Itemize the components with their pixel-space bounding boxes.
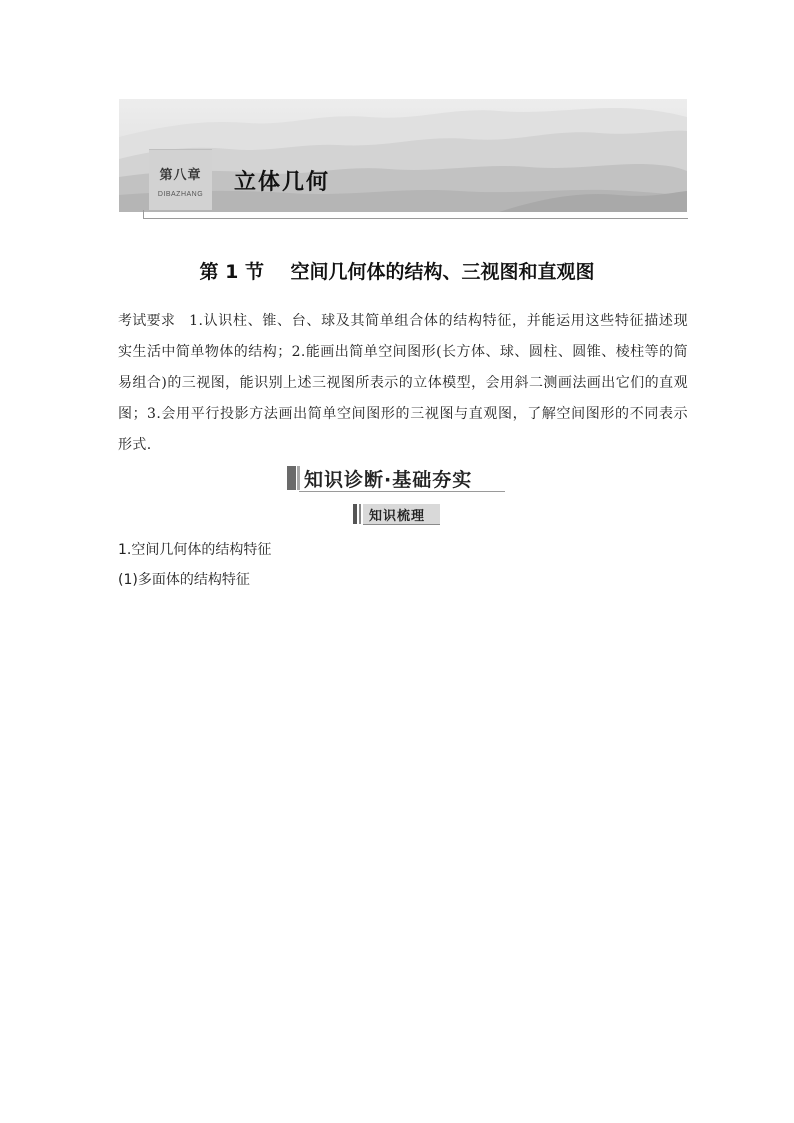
subheading-text: 知识梳理 xyxy=(369,509,426,524)
heading-bar-accent-icon xyxy=(297,466,300,490)
chapter-number-en: DIBAZHANG xyxy=(157,191,204,198)
chapter-title: 立体几何 xyxy=(234,170,331,195)
heading-underline xyxy=(299,491,505,492)
requirements-label: 考试要求 xyxy=(118,313,176,329)
section-title: 第 1 节 空间几何体的结构、三视图和直观图 xyxy=(199,261,595,283)
requirements-text: 1.认识柱、锥、台、球及其简单组合体的结构特征，并能运用这些特征描述现实生活中简单物体的结构；2.能画出简单空间图形(长方体、球、圆柱、圆锥、棱柱等的简易组合)的三视图，能识别上述三视图所表示的立体模型，会用斜二测画法画出它们的直观图；3.会用平行投影方法画出简单空间图形的三视图与直观图，了解空间图形的不同表示形式. xyxy=(118,313,689,453)
content-heading-1: 1.空间几何体的结构特征 xyxy=(118,542,272,558)
exam-requirements xyxy=(118,306,688,461)
subheading-bar-accent-icon xyxy=(359,504,361,524)
chapter-number-box xyxy=(149,149,212,210)
subheading-bar-icon xyxy=(353,504,357,524)
content-heading-2: (1)多面体的结构特征 xyxy=(118,572,250,588)
heading-bar-icon xyxy=(287,466,296,490)
chapter-banner xyxy=(119,99,687,212)
heading-text: 知识诊断·基础夯实 xyxy=(304,469,473,491)
banner-divider xyxy=(143,218,688,219)
banner-divider-tick xyxy=(143,210,144,219)
knowledge-review-subheading xyxy=(353,503,440,525)
knowledge-diagnosis-heading xyxy=(287,464,505,492)
chapter-number-cn: 第八章 xyxy=(159,168,202,183)
